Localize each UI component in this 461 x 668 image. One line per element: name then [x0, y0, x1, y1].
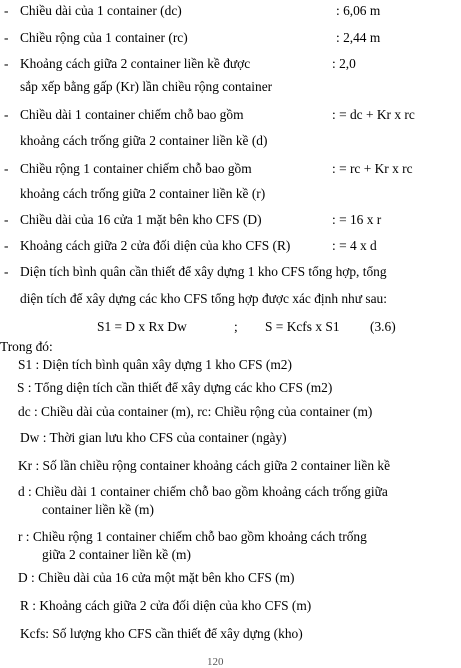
bullet-label-cont: sắp xếp bằng gấp (Kr) lần chiều rộng container [20, 79, 273, 94]
def-kcfs: Kcfs: Số lượng kho CFS cần thiết để xây dựng (kho) [20, 626, 303, 641]
bullet-label: Chiều dài 1 container chiếm chỗ bao gồm [20, 107, 244, 122]
formula-s: S = Kcfs x S1 [265, 319, 340, 334]
bullet-label: Chiều dài của 1 container (dc) [20, 3, 182, 18]
bullet-label-cont: khoảng cách trống giữa 2 container liền kề (r) [20, 186, 266, 201]
bullet-label: Chiều dài của 16 cửa 1 mặt bên kho CFS (D) [20, 212, 262, 227]
bullet-label-cont: khoảng cách trống giữa 2 container liền kề (d) [20, 133, 268, 148]
bullet-label: Chiều rộng 1 container chiếm chỗ bao gồm [20, 161, 252, 176]
def-kr: Kr : Số lần chiều rộng container khoảng cách giữa 2 container liền kề [18, 458, 391, 473]
def-d: d : Chiều dài 1 container chiếm chỗ bao gồm khoảng cách trống giữa [18, 484, 388, 499]
def-D: D : Chiều dài của 16 cửa một mặt bên kho CFS (m) [18, 570, 295, 585]
def-s: S : Tổng diện tích cần thiết để xây dựng các kho CFS (m2) [17, 380, 333, 395]
bullet-label: Khoảng cách giữa 2 cửa đối diện của kho CFS (R) [20, 238, 291, 253]
where-heading: Trong đó: [0, 339, 53, 354]
formula-separator: ; [234, 319, 238, 334]
bullet-label: Diện tích bình quân cần thiết để xây dựng 1 kho CFS tổng hợp, tổng [20, 264, 387, 279]
def-s1: S1 : Diện tích bình quân xây dựng 1 kho CFS (m2) [18, 357, 292, 372]
bullet-value: : = rc + Kr x rc [332, 161, 413, 176]
bullet-value: : 2,0 [332, 56, 356, 71]
page-number: 120 [207, 656, 224, 668]
def-d-cont: container liền kề (m) [42, 502, 154, 517]
bullet-value: : 2,44 m [336, 30, 381, 45]
bullet-value: : 6,06 m [336, 3, 381, 18]
bullet-label-cont: diện tích để xây dựng các kho CFS tổng hợp được xác định như sau: [20, 291, 387, 306]
def-R: R : Khoảng cách giữa 2 cửa đối diện của kho CFS (m) [20, 598, 312, 613]
bullet-value: : = dc + Kr x rc [332, 107, 415, 122]
bullet-label: Chiều rộng của 1 container (rc) [20, 30, 188, 45]
def-dc-rc: dc : Chiều dài của container (m), rc: Chiều rộng của container (m) [18, 404, 373, 419]
def-r-cont: giữa 2 container liền kề (m) [42, 547, 191, 562]
bullet-value: : = 4 x d [332, 238, 377, 253]
equation-number: (3.6) [370, 319, 396, 334]
formula-s1: S1 = D x Rx Dw [97, 319, 187, 334]
def-dw: Dw : Thời gian lưu kho CFS của container (ngày) [20, 430, 287, 445]
bullet-value: : = 16 x r [332, 212, 382, 227]
bullet-label: Khoảng cách giữa 2 container liền kề được [20, 56, 251, 71]
def-r: r : Chiều rộng 1 container chiếm chỗ bao gồm khoảng cách trống [18, 529, 367, 544]
